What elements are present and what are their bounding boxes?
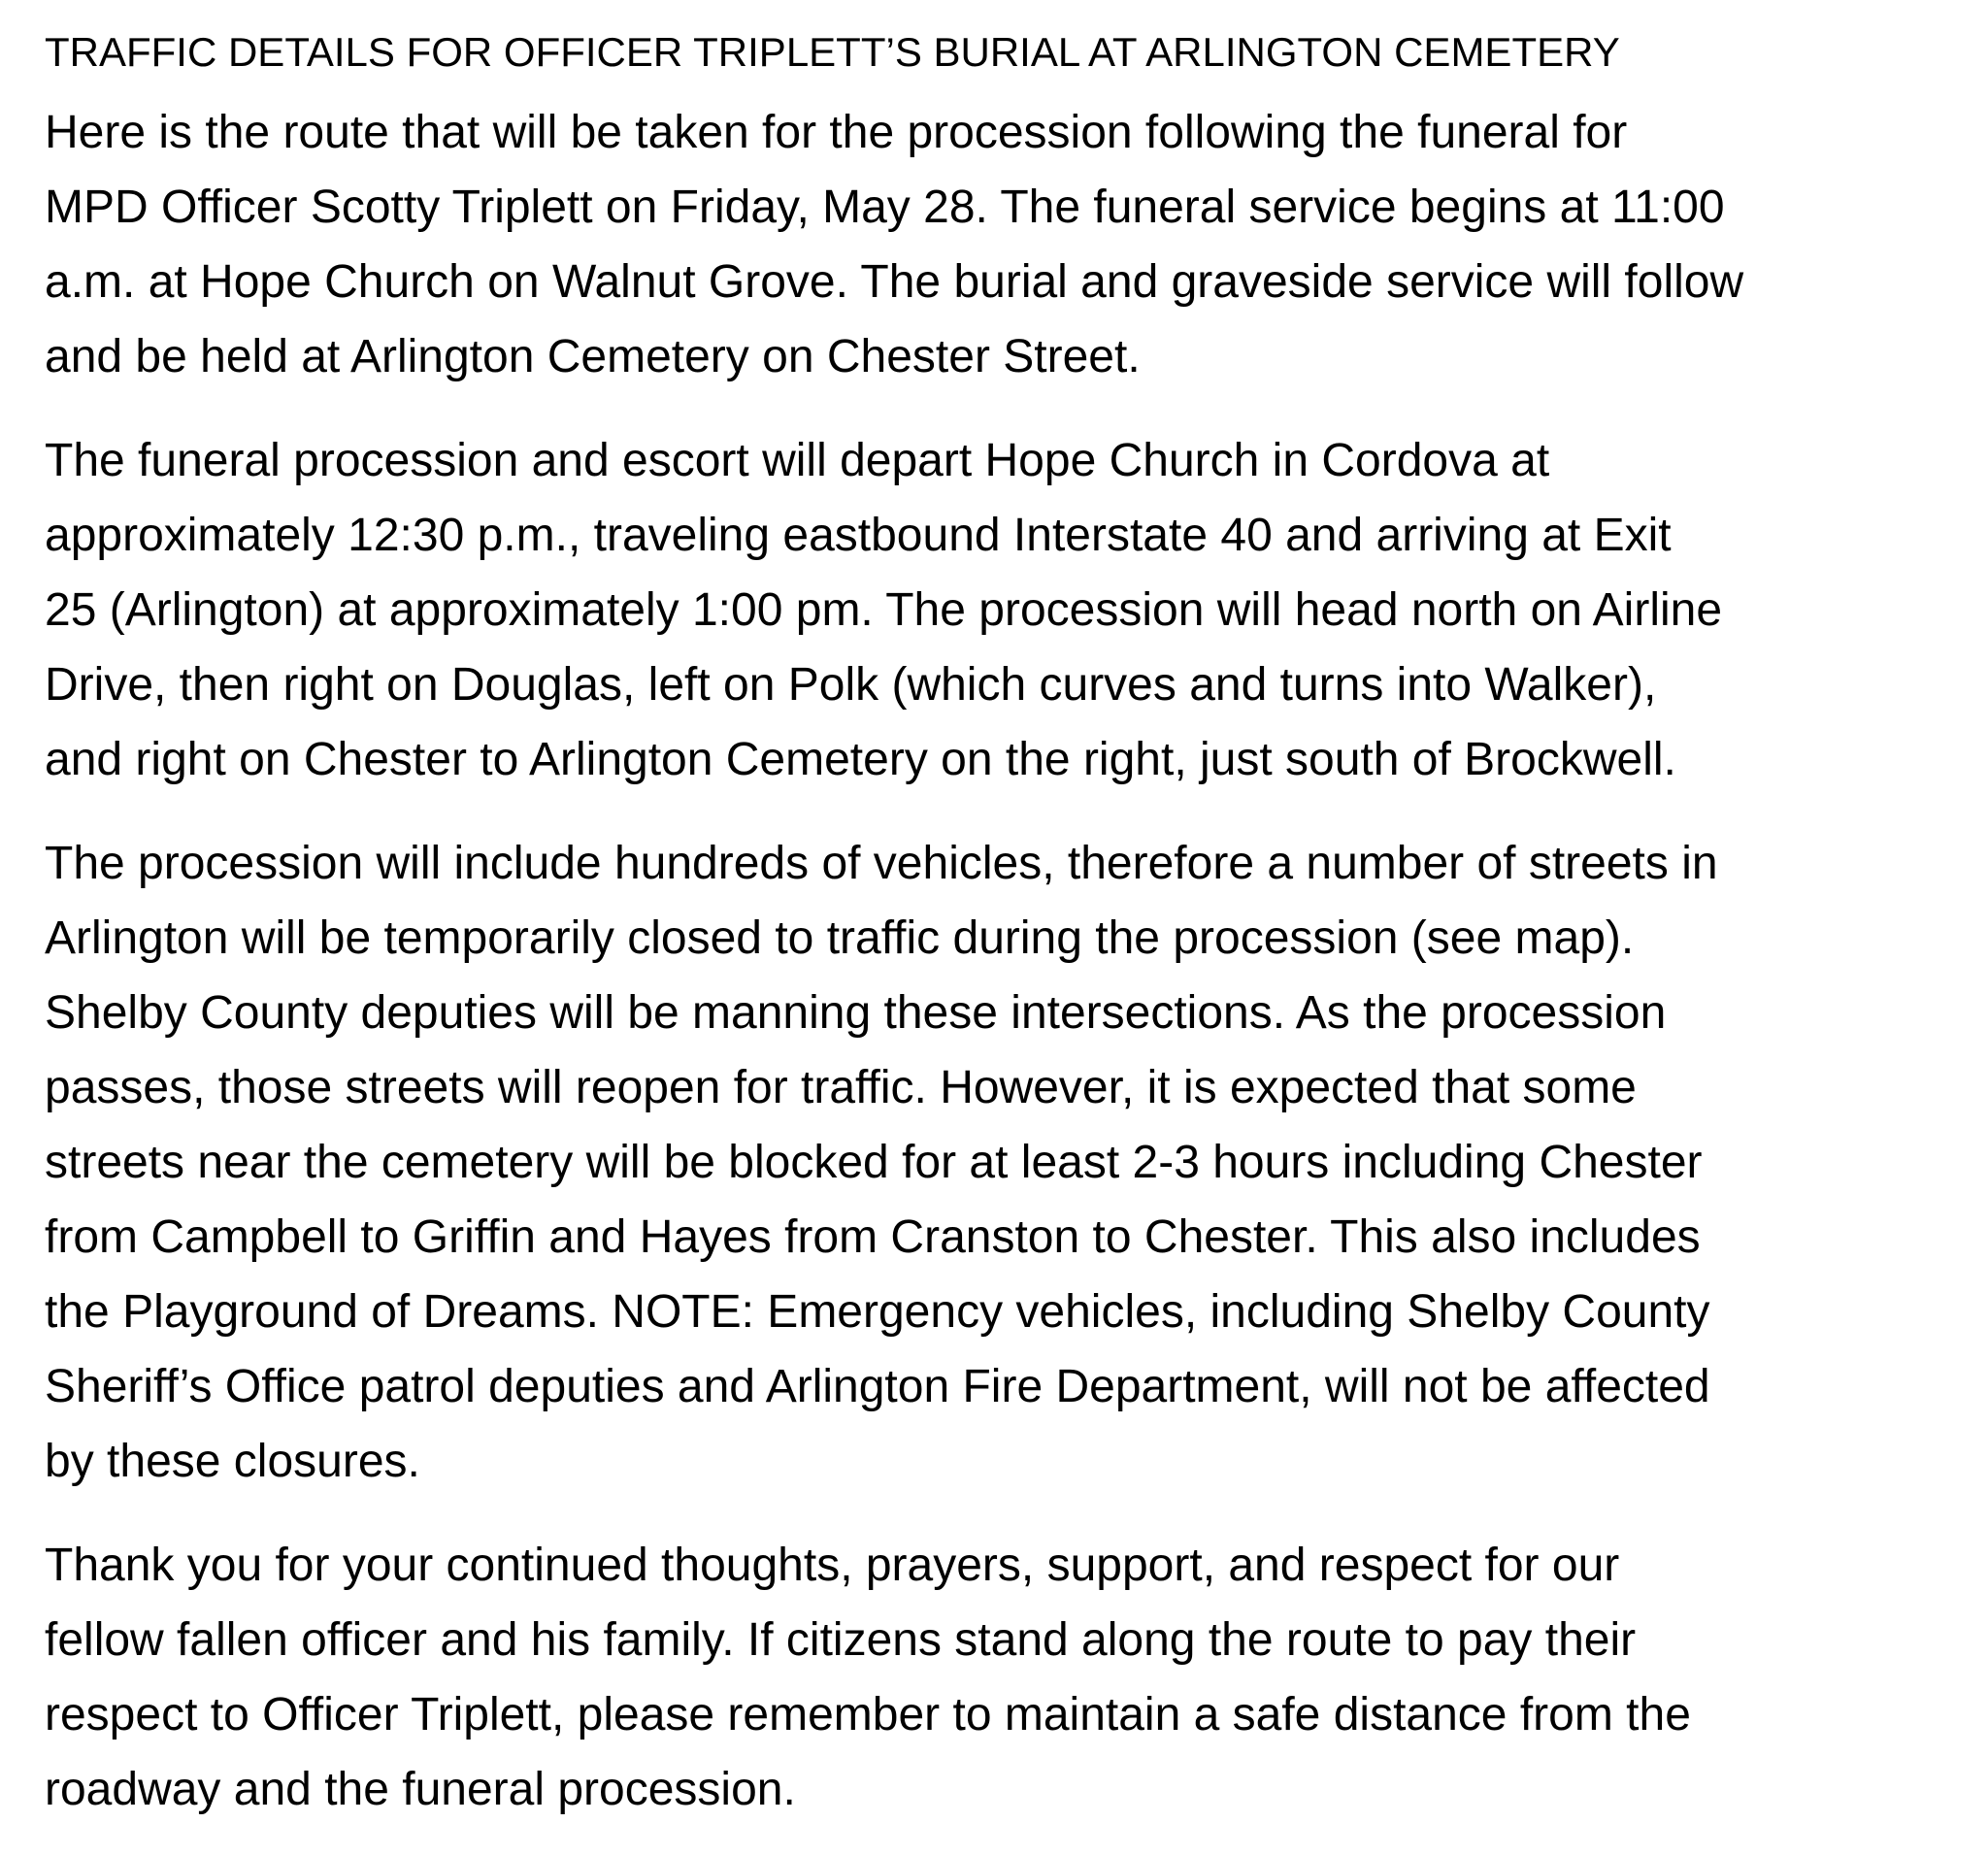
paragraph-thank-you (45, 1528, 1957, 1827)
paragraph-route-intro (45, 95, 1957, 394)
text-line: fellow fallen officer and his family. If citizens stand along the route to pay their (45, 1614, 1637, 1666)
text-line: a.m. at Hope Church on Walnut Grove. The burial and graveside service will follow (45, 256, 1744, 308)
paragraph-street-closures (45, 826, 1957, 1499)
text-line: passes, those streets will reopen for traffic. However, it is expected that some (45, 1062, 1637, 1113)
text-line: respect to Officer Triplett, please remember to maintain a safe distance from the (45, 1689, 1691, 1740)
text-line: Shelby County deputies will be manning these intersections. As the procession (45, 987, 1667, 1039)
paragraph-procession-route (45, 423, 1957, 797)
text-line: and be held at Arlington Cemetery on Chester Street. (45, 331, 1141, 382)
text-line: Thank you for your continued thoughts, prayers, support, and respect for our (45, 1540, 1620, 1591)
text-line: 25 (Arlington) at approximately 1:00 pm. The procession will head north on Airline (45, 584, 1723, 636)
text-line: MPD Officer Scotty Triplett on Friday, May 28. The funeral service begins at 11:00 (45, 182, 1725, 233)
text-line: from Campbell to Griffin and Hayes from Cranston to Chester. This also includes (45, 1211, 1701, 1263)
text-line: Here is the route that will be taken for the procession following the funeral for (45, 107, 1628, 158)
text-line: approximately 12:30 p.m., traveling eastbound Interstate 40 and arriving at Exit (45, 510, 1672, 561)
text-line: Arlington will be temporarily closed to traffic during the procession (see map). (45, 912, 1635, 964)
text-line: roadway and the funeral procession. (45, 1764, 796, 1815)
text-line: by these closures. (45, 1436, 420, 1487)
text-line: the Playground of Dreams. NOTE: Emergency vehicles, including Shelby County (45, 1286, 1710, 1338)
document-page (45, 21, 1957, 1856)
document-title: TRAFFIC DETAILS FOR OFFICER TRIPLETT’S BURIAL AT ARLINGTON CEMETERY (45, 29, 1620, 75)
text-line: The funeral procession and escort will depart Hope Church in Cordova at (45, 435, 1550, 486)
text-line: streets near the cemetery will be blocked for at least 2-3 hours including Chester (45, 1137, 1703, 1188)
text-line: and right on Chester to Arlington Cemetery on the right, just south of Brockwell. (45, 734, 1676, 785)
text-line: Sheriff’s Office patrol deputies and Arlington Fire Department, will not be affected (45, 1361, 1710, 1412)
text-line: The procession will include hundreds of vehicles, therefore a number of streets in (45, 838, 1718, 889)
text-line: Drive, then right on Douglas, left on Polk (which curves and turns into Walker), (45, 659, 1657, 711)
